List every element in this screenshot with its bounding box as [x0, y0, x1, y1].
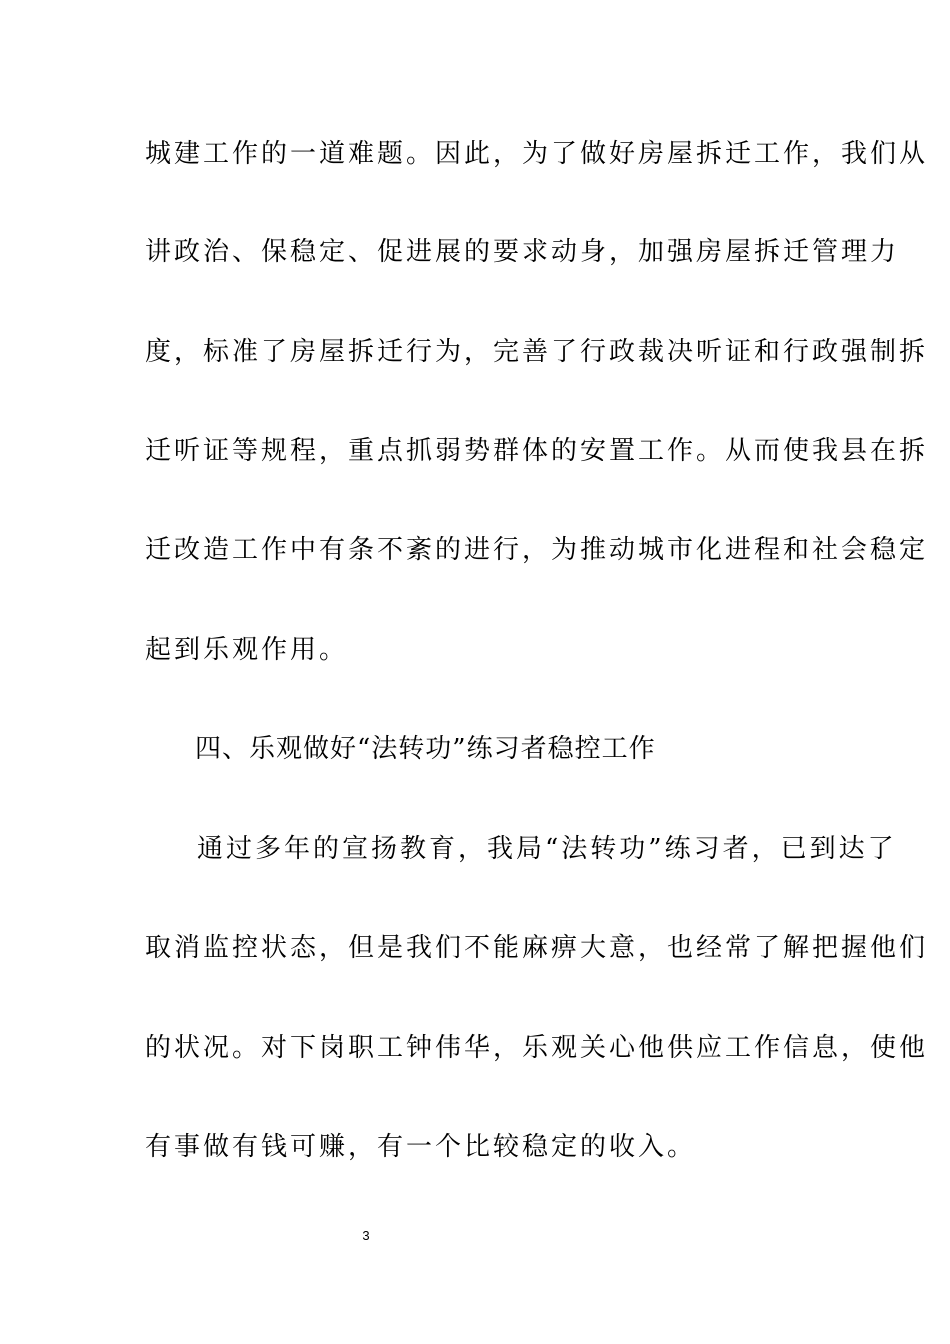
section-heading: 四、乐观做好“法转功”练习者稳控工作	[195, 734, 656, 764]
paragraph-line: 迁改造工作中有条不紊的进行，为推动城市化进程和社会稳定	[145, 535, 929, 565]
paragraph-line: 度，标准了房屋拆迁行为，完善了行政裁决听证和行政强制拆	[145, 337, 929, 367]
paragraph-line: 的状况。对下岗职工钟伟华，乐观关心他供应工作信息，使他	[145, 1033, 929, 1063]
paragraph-line: 城建工作的一道难题。因此，为了做好房屋拆迁工作，我们从	[145, 139, 929, 169]
paragraph-line: 取消监控状态，但是我们不能麻痹大意，也经常了解把握他们	[145, 933, 929, 963]
paragraph-line: 有事做有钱可赚，有一个比较稳定的收入。	[145, 1132, 697, 1162]
paragraph-line: 起到乐观作用。	[145, 635, 349, 665]
page-number: 3	[362, 1228, 370, 1243]
paragraph-line: 迁听证等规程，重点抓弱势群体的安置工作。从而使我县在拆	[145, 436, 929, 466]
paragraph-line: 通过多年的宣扬教育，我局“法转功”练习者，已到达了	[197, 834, 897, 864]
paragraph-line: 讲政治、保稳定、促进展的要求动身，加强房屋拆迁管理力	[145, 237, 900, 267]
